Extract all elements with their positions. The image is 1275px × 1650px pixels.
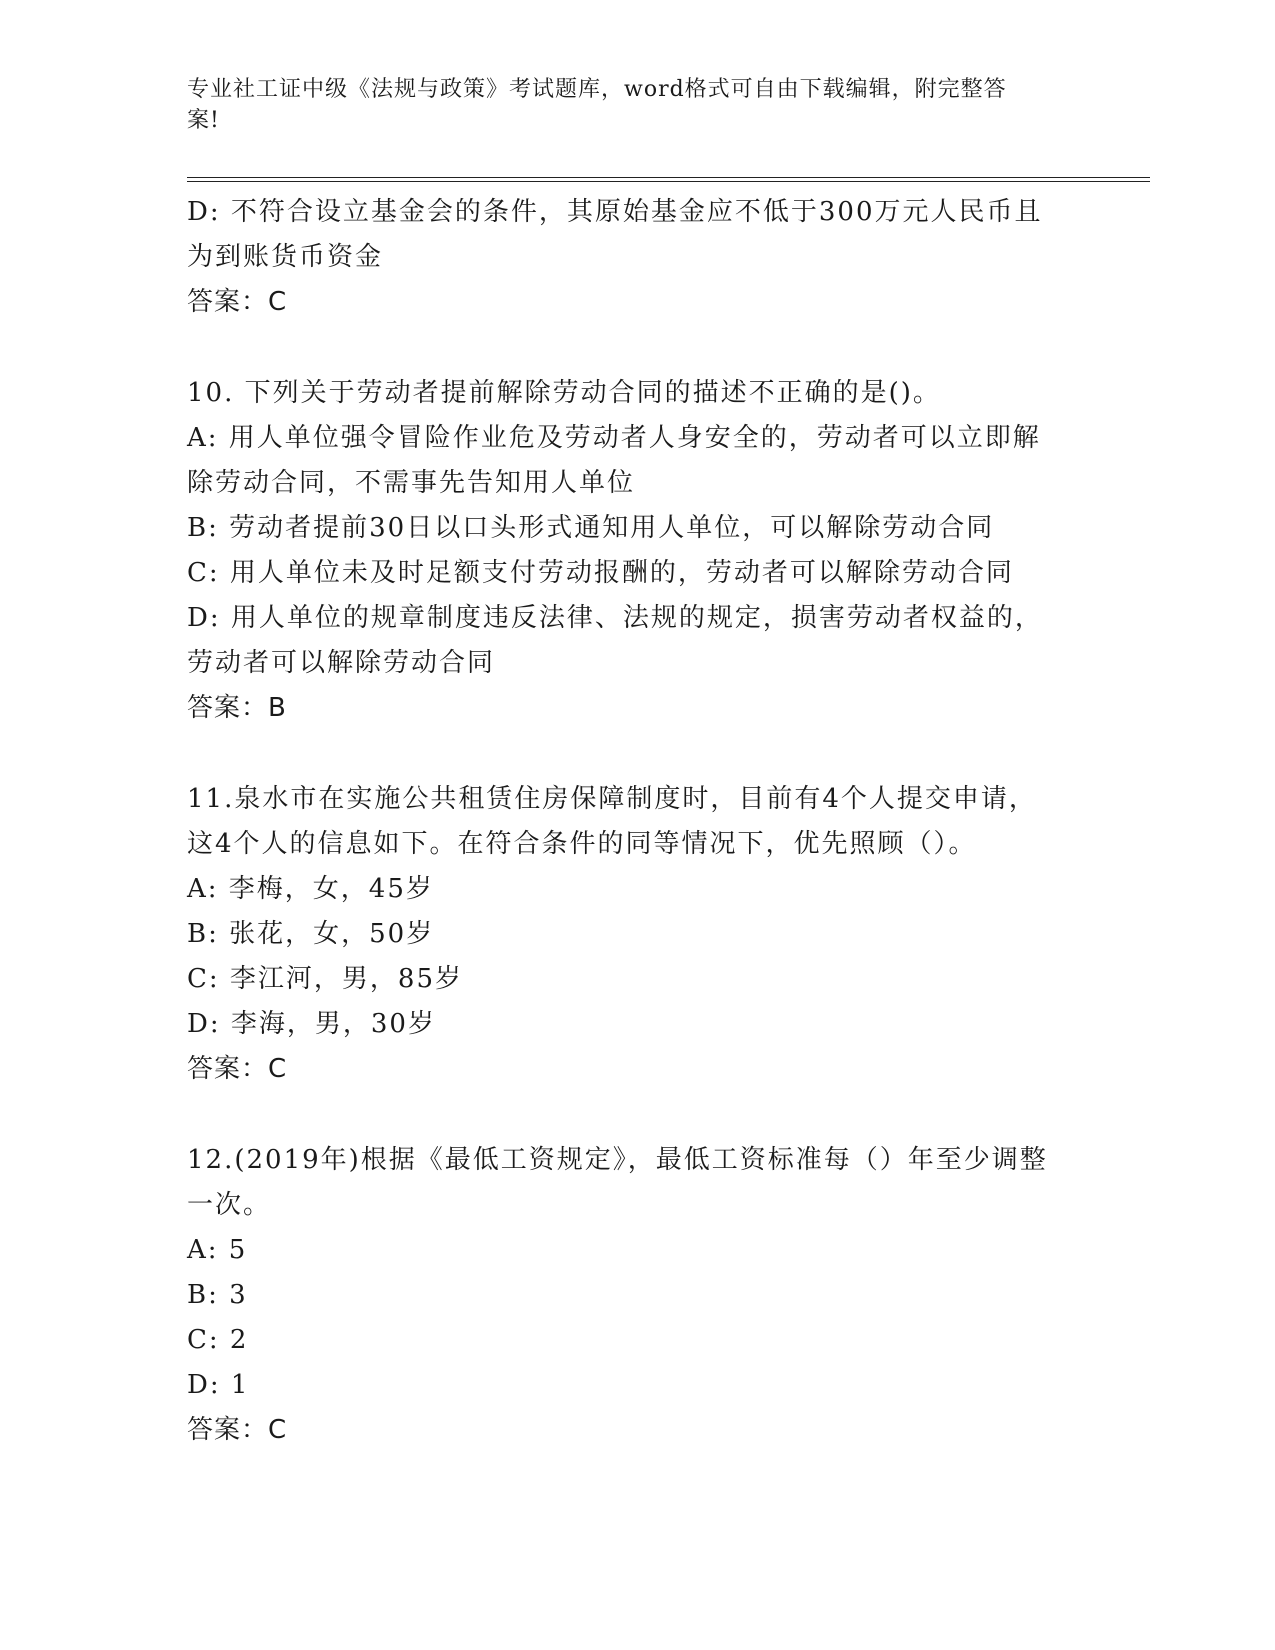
q9-option-d-line-2: 为到账货币资金 <box>187 242 384 272</box>
header-line-2: 案! <box>187 108 220 133</box>
question-spacer <box>187 1092 1087 1138</box>
q12-option-b: B: 3 <box>187 1280 248 1310</box>
q12-stem-line-1: 12.(2019年)根据《最低工资规定》，最低工资标准每（）年至少调整 <box>187 1145 1048 1175</box>
q10-option-c: C: 用人单位未及时足额支付劳动报酬的，劳动者可以解除劳动合同 <box>187 558 1014 588</box>
header-line-1: 专业社工证中级《法规与政策》考试题库，word格式可自由下载编辑，附完整答 <box>187 77 1007 102</box>
question-spacer <box>187 325 1087 371</box>
q10-option-d-line-2: 劳动者可以解除劳动合同 <box>187 648 496 678</box>
q10-option-a-line-1: A: 用人单位强令冒险作业危及劳动者人身安全的，劳动者可以立即解 <box>187 423 1041 453</box>
q12-answer: 答案：C <box>187 1415 288 1445</box>
q10-option-a-line-2: 除劳动合同，不需事先告知用人单位 <box>187 468 636 498</box>
q12-option-a: A: 5 <box>187 1235 248 1265</box>
q12-stem-line-2: 一次。 <box>187 1190 272 1220</box>
question-10 <box>187 371 1087 731</box>
question-9-tail <box>187 190 1087 325</box>
q9-answer: 答案：C <box>187 287 288 317</box>
header-divider-top <box>187 177 1150 178</box>
q11-answer: 答案：C <box>187 1054 288 1084</box>
q10-option-b: B: 劳动者提前30日以口头形式通知用人单位，可以解除劳动合同 <box>187 513 995 543</box>
q9-option-d-line-1: D: 不符合设立基金会的条件，其原始基金应不低于300万元人民币且 <box>187 197 1043 227</box>
q10-answer: 答案：B <box>187 693 287 723</box>
q11-option-d: D: 李海，男，30岁 <box>187 1009 436 1039</box>
q11-option-b: B: 张花，女，50岁 <box>187 919 435 949</box>
q10-stem: 10. 下列关于劳动者提前解除劳动合同的描述不正确的是()。 <box>187 378 941 408</box>
q11-stem-line-2: 这4个人的信息如下。在符合条件的同等情况下，优先照顾（）。 <box>187 829 977 859</box>
question-11 <box>187 777 1087 1092</box>
q11-option-c: C: 李江河，男，85岁 <box>187 964 464 994</box>
q11-option-a: A: 李梅，女，45岁 <box>187 874 434 904</box>
question-12 <box>187 1138 1087 1453</box>
q10-option-d-line-1: D: 用人单位的规章制度违反法律、法规的规定，损害劳动者权益的， <box>187 603 1043 633</box>
q11-stem-line-1: 11.泉水市在实施公共租赁住房保障制度时，目前有4个人提交申请， <box>187 784 1037 814</box>
question-spacer <box>187 731 1087 777</box>
q12-option-c: C: 2 <box>187 1325 249 1355</box>
document-header <box>187 74 1067 136</box>
header-divider-bottom <box>187 181 1150 182</box>
question-content <box>187 190 1087 1453</box>
q12-option-d: D: 1 <box>187 1370 250 1400</box>
